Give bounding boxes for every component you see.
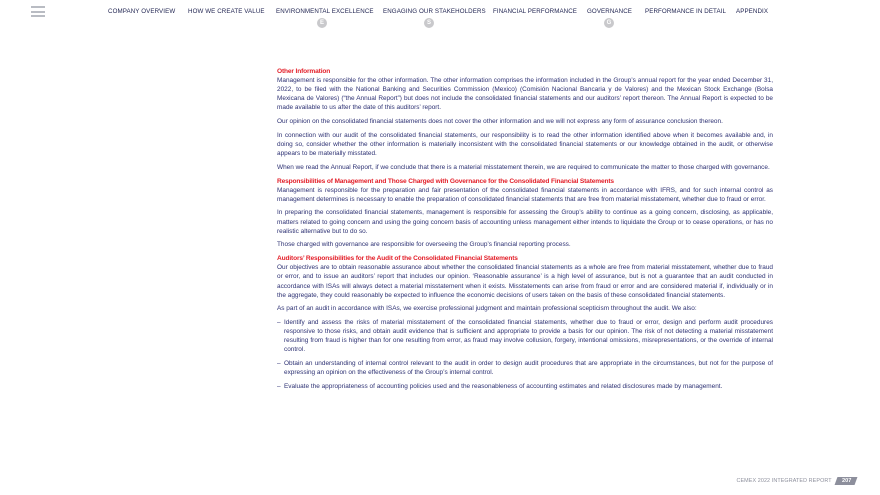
list-item: – Evaluate the appropriateness of accounting policies used and the reasonableness of accounting estimates and related disclosures made by management. — [277, 382, 773, 391]
paragraph: As part of an audit in accordance with ISAs, we exercise professional judgment and maintain professional scepticism throughout the audit. We also: — [277, 305, 697, 313]
paragraph: Management is responsible for the preparation and fair presentation of the consolidated financial statements in accordance with IFRS, and for such internal control as management determines is necessary to enable the preparation of consolidated financial statements that are free from material misstatement, whether due to fraud or error. — [277, 186, 773, 203]
heading-auditors-responsibilities: Auditors’ Responsibilities for the Audit of the Consolidated Financial Statements — [277, 255, 518, 263]
nav-performance-in-detail[interactable]: PERFORMANCE IN DETAIL — [645, 8, 727, 15]
nav-appendix[interactable]: APPENDIX — [736, 8, 769, 15]
report-content — [277, 67, 773, 395]
paragraph: When we read the Annual Report, if we conclude that there is a material misstatement therein, we are required to communicate the matter to those charged with governance. — [277, 163, 770, 171]
heading-responsibilities: Responsibilities of Management and Those Charged with Governance for the Consolidated Financial Statements — [277, 177, 614, 185]
nav-environmental-excellence[interactable]: ENVIRONMENTAL EXCELLENCE — [276, 8, 374, 15]
paragraph: Management is responsible for the other information. The other information comprises the information included in the Group’s annual report for the year ended December 31, 2022, to be filed with the National Banking and Securities Commission (Mexico) (Comisión Nacional Bancaria y de Valores) and the Mexican Stock Exchange (Bolsa Mexicana de Valores) (“the Annual Report”) but does not include the consolidated financial statements and our auditors’ report thereon. The Annual Report is expected to be made available to us after the date of this auditors’ report. — [277, 77, 773, 112]
paragraph: In connection with our audit of the consolidated financial statements, our responsibility is to read the other information identified above when it becomes available and, in doing so, consider whether the other information is materially inconsistent with the consolidated financial statements or our knowledge obtained in the audit, or otherwise appears to be materially misstated. — [277, 131, 773, 157]
top-navigation — [108, 8, 880, 38]
nav-company-overview[interactable]: COMPANY OVERVIEW — [108, 8, 176, 15]
paragraph: Our objectives are to obtain reasonable assurance about whether the consolidated financial statements as a whole are free from material misstatement, whether due to fraud or error, and to issue an auditors’ report that includes our opinion. ‘Reasonable assurance’ is a high level of assurance, but is not a guarantee that an audit conducted in accordance with ISAs will always detect a material misstatement when it exists. Misstatements can arise from fraud or error and are considered material if, individually or in the aggregate, they could reasonably be expected to influence the economic decisions of users taken on the basis of these consolidated financial statements. — [277, 264, 773, 299]
nav-governance[interactable]: GOVERNANCE — [587, 8, 633, 15]
nav-how-we-create-value[interactable]: HOW WE CREATE VALUE — [188, 8, 265, 15]
environmental-badge-icon[interactable]: E — [317, 18, 327, 28]
paragraph: Our opinion on the consolidated financial statements does not cover the other information and we will not express any form of assurance conclusion thereon. — [277, 117, 723, 125]
paragraph: Those charged with governance are responsible for overseeing the Group’s financial reporting process. — [277, 241, 571, 249]
list-item: – Obtain an understanding of internal control relevant to the audit in order to design audit procedures that are appropriate in the circumstances, but not for the purpose of expressing an opinion on the effectiveness of the Group’s internal control. — [277, 359, 773, 377]
social-badge-icon[interactable]: S — [424, 18, 434, 28]
report-title: CEMEX 2022 INTEGRATED REPORT — [736, 478, 832, 484]
page-number-label: 207 — [841, 478, 851, 484]
page-footer — [736, 477, 856, 485]
list-item: – Identify and assess the risks of material misstatement of the consolidated financial statements, whether due to fraud or error, design and perform audit procedures responsive to those risks, and obtain audit evidence that is sufficient and appropriate to provide a basis for our opinion. The risk of not detecting a material misstatement resulting from fraud is higher than for one resulting from error, as fraud may involve collusion, forgery, intentional omissions, misrepresentations, or the override of internal control. — [277, 318, 773, 354]
menu-icon[interactable] — [31, 6, 45, 17]
bullet-list — [277, 318, 773, 391]
nav-financial-performance[interactable]: FINANCIAL PERFORMANCE — [493, 8, 578, 15]
governance-badge-icon[interactable]: G — [604, 18, 614, 28]
nav-engaging-our-stakeholders[interactable]: ENGAGING OUR STAKEHOLDERS — [383, 8, 486, 15]
page-number — [834, 477, 857, 485]
heading-other-information: Other Information — [277, 68, 331, 75]
paragraph: In preparing the consolidated financial statements, management is responsible for assessing the Group’s ability to continue as a going concern, disclosing, as applicable, matters related to going concern and using the going concern basis of accounting unless management either intends to liquidate the Group or to cease operations, or has no realistic alternative but to do so. — [277, 209, 773, 235]
